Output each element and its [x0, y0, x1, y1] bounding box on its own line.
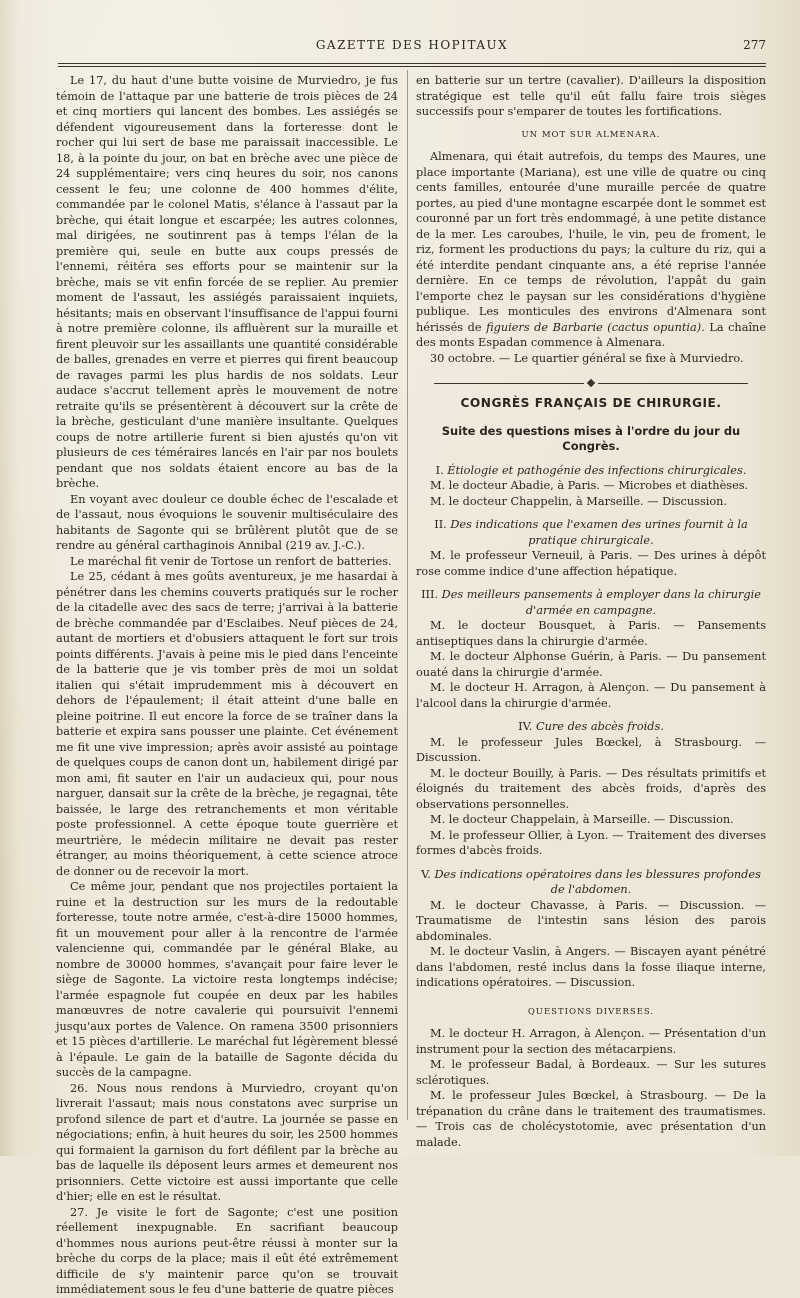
paragraph: en batterie sur un tertre (cavalier). D'ailleurs la disposition stratégique est telle qu'il eût fallu faire trois sièges successifs pour s'emparer de toutes les fortifications. — [416, 74, 766, 118]
journal-title: GAZETTE DES HOPITAUX — [315, 38, 509, 52]
page-number: 277 — [743, 38, 766, 52]
section-title: Cure des abcès froids. — [535, 720, 664, 733]
paragraph: 26. Nous nous rendons à Murviedro, croyant qu'on livrerait l'assaut; mais nous constatons avec surprise un profond silence de part et d'autre. La journée se passe en négociations; enfin, à huit heures du soir, les 2500 hommes qui formaient la garnison du fort défilent par la brèche au bas de laquelle ils déposent leurs armes et demeurent nos prisonniers. Cette victoire est aussi importante que celle d'hier; elle en est le résultat. — [56, 1081, 398, 1203]
section-iv — [416, 719, 766, 859]
section-ii — [416, 517, 766, 579]
section-heading-misc: QUESTIONS DIVERSES. — [527, 1006, 655, 1017]
paragraph: Le 17, du haut d'une butte voisine de Murviedro, je fus témoin de l'attaque par une batterie de trois pièces de 24 et cinq mortiers qui lancent des bombes. Les assiégés se défendent vigoureusement dans la forteresse dont le rocher qui lui sert de base me paraissait inaccessible. Le 18, à la pointe du jour, on bat en brèche avec une pièce de 24 supplémentaire; vers cinq heures du soir, nos canons cessent le feu; une colonne de 400 hommes d'élite, commandée par le colonel Matis, s'élance à l'assaut par la brèche, qui était longue et escarpée; les autres colonnes, mal dirigées, ne soutinrent pas à temps l'élan de la première qui, seule en butte aux coups pressés de l'ennemi, réitéra ses efforts pour se maintenir sur la brèche, mais se vit enfin forcée de se replier. Au premier moment de l'assaut, les assiégés paraissaient inquiets, hésitants; mais en observant l'insuffisance de l'appui fourni à notre première colonne, ils affluèrent sur la muraille et firent pleuvoir sur les assaillants une quantité considérable de balles, grenades en verre et pierres qui firent beaucoup de ravages parmi les plus hardis de nos soldats. Leur audace s'accrut tellement après le mouvement de notre retraite qu'ils se présentèrent à découvert sur la crête de la brèche, gesticulant d'une manière insultante. Quelques coups de notre artillerie furent si bien ajustés qu'on vit plusieurs de ces téméraires lancés en l'air par nos boulets pendant que nos soldats étaient encore au bas de la brèche. — [56, 74, 398, 490]
left-column — [56, 73, 398, 1298]
section-title: Des indications que l'examen des urines fournit à la pratique chirurgicale. — [450, 518, 748, 547]
section-heading — [416, 867, 766, 898]
list-item: M. le docteur H. Arragon, à Alençon. — Présentation d'un instrument pour la section des métacarpiens. — [416, 1027, 766, 1056]
paragraph: Le maréchal fit venir de Tortose un renfort de batteries. — [70, 554, 392, 568]
section-title: Étiologie et pathogénie des infections chirurgicales. — [447, 463, 747, 477]
section-heading — [416, 517, 766, 548]
page-header — [58, 38, 766, 58]
congress-title: CONGRÈS FRANÇAIS DE CHIRURGIE. — [460, 396, 722, 410]
paragraph: En voyant avec douleur ce double échec de l'escalade et de l'assaut, nous évoquions le souvenir multiséculaire des habitants de Sagonte qui se brûlèrent plutôt que de se rendre au général carthaginois Annibal (219 av. J.-C.). — [56, 492, 398, 552]
list-item: M. le docteur Abadie, à Paris. — Microbes et diathèses. — [430, 479, 749, 492]
section-iii — [416, 587, 766, 711]
list-item: M. le professeur Verneuil, à Paris. — Des urines à dépôt rose comme indice d'une affection hépatique. — [416, 549, 766, 578]
congress-subtitle: Suite des questions mises à l'ordre du jour du Congrès. — [441, 423, 741, 453]
list-item: M. le docteur Bouilly, à Paris. — Des résultats primitifs et éloignés du traitement des abcès froids, d'après des observations personnelles. — [416, 766, 766, 811]
section-title: Des indications opératoires dans les blessures profondes de l'abdomen. — [434, 867, 761, 896]
almenara-text: Almenara, qui était autrefois, du temps des Maures, une place importante (Mariana), est une ville de quatre ou cinq cents familles, entourée d'une muraille percée de quatre portes, au pied d'une montagne escarpée dont le sommet est couronné par un fort très endommagé, à une petite distance de la mer. Les caroubes, l'huile, le vin, peu de froment, le riz, forment les productions du pays; la culture du riz, qui a été interdite pendant cinquante ans, a été reprise l'année dernière. En ce temps de révolution, l'appât du gain l'emporte chez le paysan sur les considérations d'hygiène publique. Les monticules des environs d'Almenara sont hérissés de — [416, 150, 766, 334]
list-item: M. le docteur Chavasse, à Paris. — Discussion. — Traumatisme de l'intestin sans lésion des parois abdominales. — [416, 898, 766, 943]
list-item: M. le docteur Vaslin, à Angers. — Biscayen ayant pénétré dans l'abdomen, resté inclus dans la fosse iliaque interne, indications opératoires. — Discussion. — [416, 945, 766, 989]
list-item: M. le docteur Bousquet, à Paris. — Pansements antiseptiques dans la chirurgie d'armée. — [416, 619, 766, 648]
list-item: M. le docteur Alphonse Guérin, à Paris. — Du pansement ouaté dans la chirurgie d'armée. — [416, 650, 766, 679]
list-item: M. le docteur Chappelin, à Marseille. — Discussion. — [430, 494, 728, 508]
ornament-divider — [416, 375, 766, 385]
paragraph: Le 25, cédant à mes goûts aventureux, je me hasardai à pénétrer dans les chemins couverts pratiqués sur le rocher de la citadelle avec des sacs de terre; j'arrivai à la batterie de brèche commandée par d'Esclaibes. Neuf pièces de 24, autant de mortiers et d'obusiers attaquent le fort sur trois points différents. J'avais à peine mis le pied dans l'enceinte de la batterie que je vis tomber près de moi un soldat italien qui s'était imprudemment mis à découvert en dehors de l'épaulement; il était atteint d'une balle en pleine poitrine. Il eut encore la force de se traîner dans la batterie et expira sans pousser une plainte. Cet événement me fit une vive impression; après avoir assisté au pointage de quelques coups de canon dont un, habilement dirigé par mon ami, fit sauter en l'air un audacieux qui, pour nous narguer, dansait sur la crête de la brèche, je regagnai, tête baissée, le large des retranchements et mon véritable poste professionnel. A cette époque toute guerrière et meurtrière, le médecin militaire ne devait pas rester étranger, au moins théoriquement, à cette science atroce de donner ou de recevoir la mort. — [56, 570, 398, 878]
section-v — [416, 867, 766, 991]
section-number: III. — [421, 588, 439, 601]
section-heading-almenara: UN MOT SUR ALMENARA. — [521, 129, 661, 140]
paragraph: 30 octobre. — Le quartier général se fixe à Murviedro. — [430, 351, 744, 365]
paragraph: Ce même jour, pendant que nos projectiles portaient la ruine et la destruction sur les murs de la redoutable forteresse, toute notre armée, c'est-à-dire 15000 hommes, fit un mouvement pour aller à la rencontre de l'armée valencienne qui, commandée par le général Blake, au nombre de 30000 hommes, s'avançait pour faire lever le siège de Sagonte. La victoire resta longtemps indécise; l'armée espagnole fut coupée en deux par les habiles manœuvres de notre cavalerie qui poursuivit l'ennemi jusqu'aux portes de Valence. On ramena 3500 prisonniers et 15 pièces d'artillerie. Le maréchal fut légèrement blessé à l'épaule. Le gain de la bataille de Sagonte décida du succès de la campagne. — [56, 880, 398, 1079]
section-heading — [416, 719, 766, 735]
list-item: M. le professeur Jules Bœckel, à Strasbourg. — Discussion. — [416, 735, 766, 764]
paragraph: 27. Je visite le fort de Sagonte; c'est une position réellement inexpugnable. En sacrifiant beaucoup d'hommes nous aurions peut-être réussi à monter sur la brèche du corps de la place; mais il eût été extrêmement difficile de s'y maintenir parce qu'on se trouvait immédiatement sous le feu d'une batterie de quatre pièces — [56, 1205, 398, 1296]
section-title: Des meilleurs pansements à employer dans la chirurgie d'armée en campagne. — [441, 588, 761, 617]
list-item: M. le professeur Ollier, à Lyon. — Traitement des diverses formes d'abcès froids. — [416, 828, 766, 857]
header-rule-bottom — [58, 66, 766, 67]
list-item: M. le professeur Jules Bœckel, à Strasbourg. — De la trépanation du crâne dans le traitement des traumatismes. — Trois cas de cholécystotomie, avec présentation d'un malade. — [416, 1089, 766, 1149]
header-rule-top — [58, 63, 766, 64]
section-heading — [416, 463, 766, 479]
section-i — [416, 463, 766, 510]
list-item: M. le docteur Chappelain, à Marseille. — Discussion. — [430, 813, 734, 826]
right-column — [416, 73, 766, 1150]
section-number: II. — [434, 518, 447, 531]
section-number: I. — [435, 463, 444, 477]
list-item: M. le docteur H. Arragon, à Alençon. — Du pansement à l'alcool dans la chirurgie d'armée. — [416, 681, 766, 710]
section-heading — [416, 587, 766, 618]
paragraph — [416, 149, 766, 351]
almenara-text-end: La chaîne des monts Espadan commence à Almenara. — [416, 320, 767, 349]
section-number: V. — [421, 867, 431, 881]
section-number: IV. — [518, 720, 533, 733]
list-item: M. le professeur Badal, à Bordeaux. — Sur les sutures sclérotiques. — [416, 1058, 766, 1087]
almenara-italic: figuiers de Barbarie (cactus opuntia). — [486, 320, 705, 334]
column-divider — [407, 70, 408, 1120]
